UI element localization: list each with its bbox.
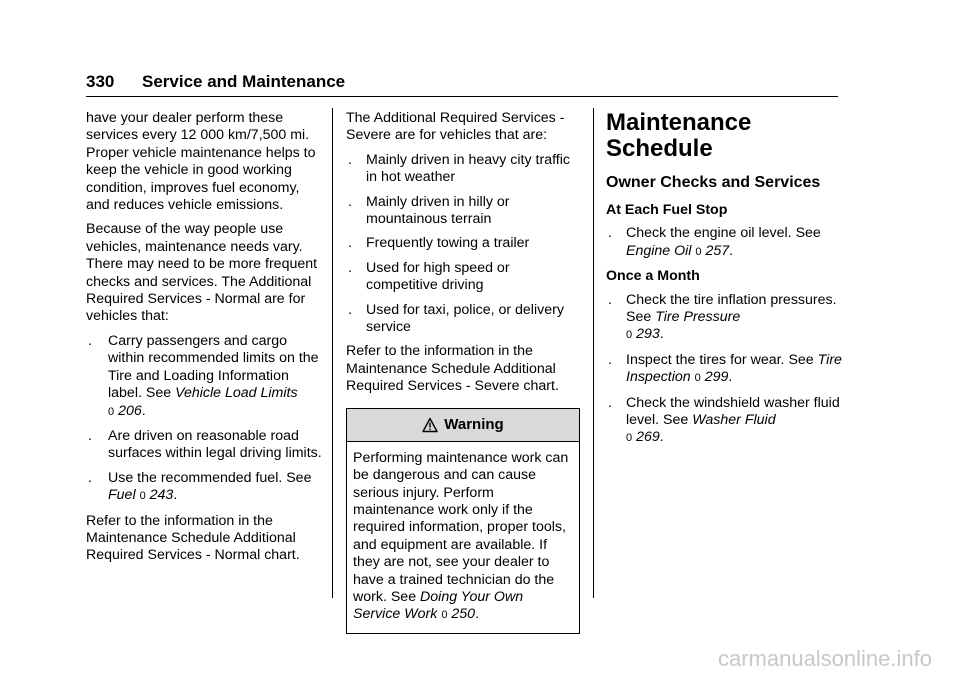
page-reference[interactable]: 269 [636,429,660,446]
bullet-icon: . [348,259,352,276]
watermark: carmanualsonline.info [717,646,932,671]
cross-reference-link[interactable]: Engine Oil [626,242,692,259]
section-heading: Owner Checks and Services [606,174,821,191]
bullet-icon: . [348,193,352,210]
list-item-text: Carry passengers and cargo within recommended limits on the Tire and Loading Information label. See [108,332,319,402]
warning-box [346,408,580,634]
subsection-heading: Once a Month [606,268,700,285]
cross-reference-link[interactable]: Washer Fluid [692,412,776,429]
cross-reference-link[interactable]: Doing Your Own Service Work [353,588,524,623]
bullet-icon: . [608,225,612,242]
paragraph: The Additional Required Services - Severe are for vehicles that are: [346,110,565,144]
list-item: . Carry passengers and cargo within recommended limits on the Tire and Loading Information label. See Vehicle Load Limits 0 206. [88,332,319,419]
page-ref-arrow-icon: 0 [139,490,146,503]
header-rule [86,96,838,97]
bullet-icon: . [608,394,612,411]
list-item: . Check the engine oil level. See Engine Oil 0 257. [608,225,821,259]
subsection-heading: At Each Fuel Stop [606,202,728,218]
list-item [346,152,582,187]
page-ref-arrow-icon: 0 [441,609,448,622]
chapter-title: Maintenance Schedule [606,109,752,162]
list-item [346,194,582,229]
list-item-text: Check the tire inflation pressures. See [626,291,837,326]
list-item: . Inspect the tires for wear. See Tire Inspection 0 299. [608,351,842,386]
column-divider [593,108,594,598]
paragraph: Refer to the information in the Maintenance Schedule Additional Required Services - Severe chart. [346,343,559,395]
cross-reference-link[interactable]: Fuel [108,487,136,504]
list-item-text: Mainly driven in heavy city traffic in hot weather [366,151,570,186]
paragraph: have your dealer perform these services every 12 000 km/7,500 mi. Proper vehicle maintenance helps to keep the vehicle in good working condition, improves fuel economy, and reduces vehicle emissions. [86,110,316,214]
bullet-icon: . [348,301,352,318]
warning-body: Performing maintenance work can be dangerous and can cause serious injury. Perform maintenance work only if the required information, proper tools, and equipment are available. If they are not, see your dealer to have a trained technician do the work. See Doing Your Own Service Work 0 250. [353,449,569,623]
paragraph: Refer to the information in the Maintenance Schedule Additional Required Services - Normal chart. [86,512,300,564]
column-right [606,110,842,455]
list-item-text: Check the windshield washer fluid level. See [626,394,840,429]
cross-reference-link[interactable]: Vehicle Load Limits [175,385,298,402]
page-ref-arrow-icon: 0 [108,405,115,418]
section-title: Service and Maintenance [142,72,346,91]
page-reference[interactable]: 206 [118,402,142,419]
list-item [346,260,582,295]
page-ref-arrow-icon: 0 [626,329,633,342]
bullet-icon: . [348,151,352,168]
column-divider [332,108,333,598]
list-item [346,235,582,252]
bullet-icon: . [88,469,92,486]
list-item-text: Are driven on reasonable road surfaces within legal driving limits. [108,427,322,462]
list-item-text: Used for taxi, police, or delivery service [366,301,564,336]
cross-reference-link[interactable]: Tire Inspection [626,351,842,386]
list-item [86,428,326,463]
column-left [86,110,326,572]
page-reference[interactable]: 243 [149,487,174,504]
page-reference[interactable]: 293 [636,326,660,343]
bullet-icon: . [88,332,92,349]
warning-header [347,409,579,442]
list-item-text: Frequently towing a trailer [366,235,530,252]
page-ref-arrow-icon: 0 [695,245,702,258]
page-reference[interactable]: 299 [704,369,729,386]
page-ref-arrow-icon: 0 [694,372,701,385]
list-item-text: Check the engine oil level. See [626,225,821,242]
page-reference[interactable]: 257 [705,242,730,259]
warning-text: Performing maintenance work can be dangerous and can cause serious injury. Perform maintenance work only if the required information, proper tools, and equipment are available. If they are not, see your dealer to have a trained technician do the work. See [353,449,569,605]
page-number: 330 [86,72,115,91]
bullet-icon: . [608,291,612,308]
bullet-icon: . [348,235,352,252]
list-item-text: Inspect the tires for wear. See [626,351,814,368]
list-item-text: Mainly driven in hilly or mountainous terrain [366,193,510,228]
cross-reference-link[interactable]: Tire Pressure [655,309,741,326]
list-item-text: Use the recommended fuel. See [108,469,312,486]
list-item-text: Used for high speed or competitive driving [366,259,510,294]
column-middle [346,110,582,634]
paragraph: Because of the way people use vehicles, maintenance needs vary. There may need to be more frequent checks and services. The Additional Required Services - Normal are for vehicles that: [86,221,318,325]
list-item: . Use the recommended fuel. See Fuel 0 243. [88,469,312,504]
warning-title: Warning [444,415,504,433]
page-ref-arrow-icon: 0 [626,432,633,445]
bullet-icon: . [608,351,612,368]
page-reference[interactable]: 250 [451,606,476,623]
list-item [346,302,582,337]
warning-triangle-icon [422,417,438,433]
list-item: . Check the windshield washer fluid level. See Washer Fluid 0 269. [608,394,840,446]
list-item: . Check the tire inflation pressures. See Tire Pressure 0 293. [608,291,837,343]
bullet-icon: . [88,427,92,444]
